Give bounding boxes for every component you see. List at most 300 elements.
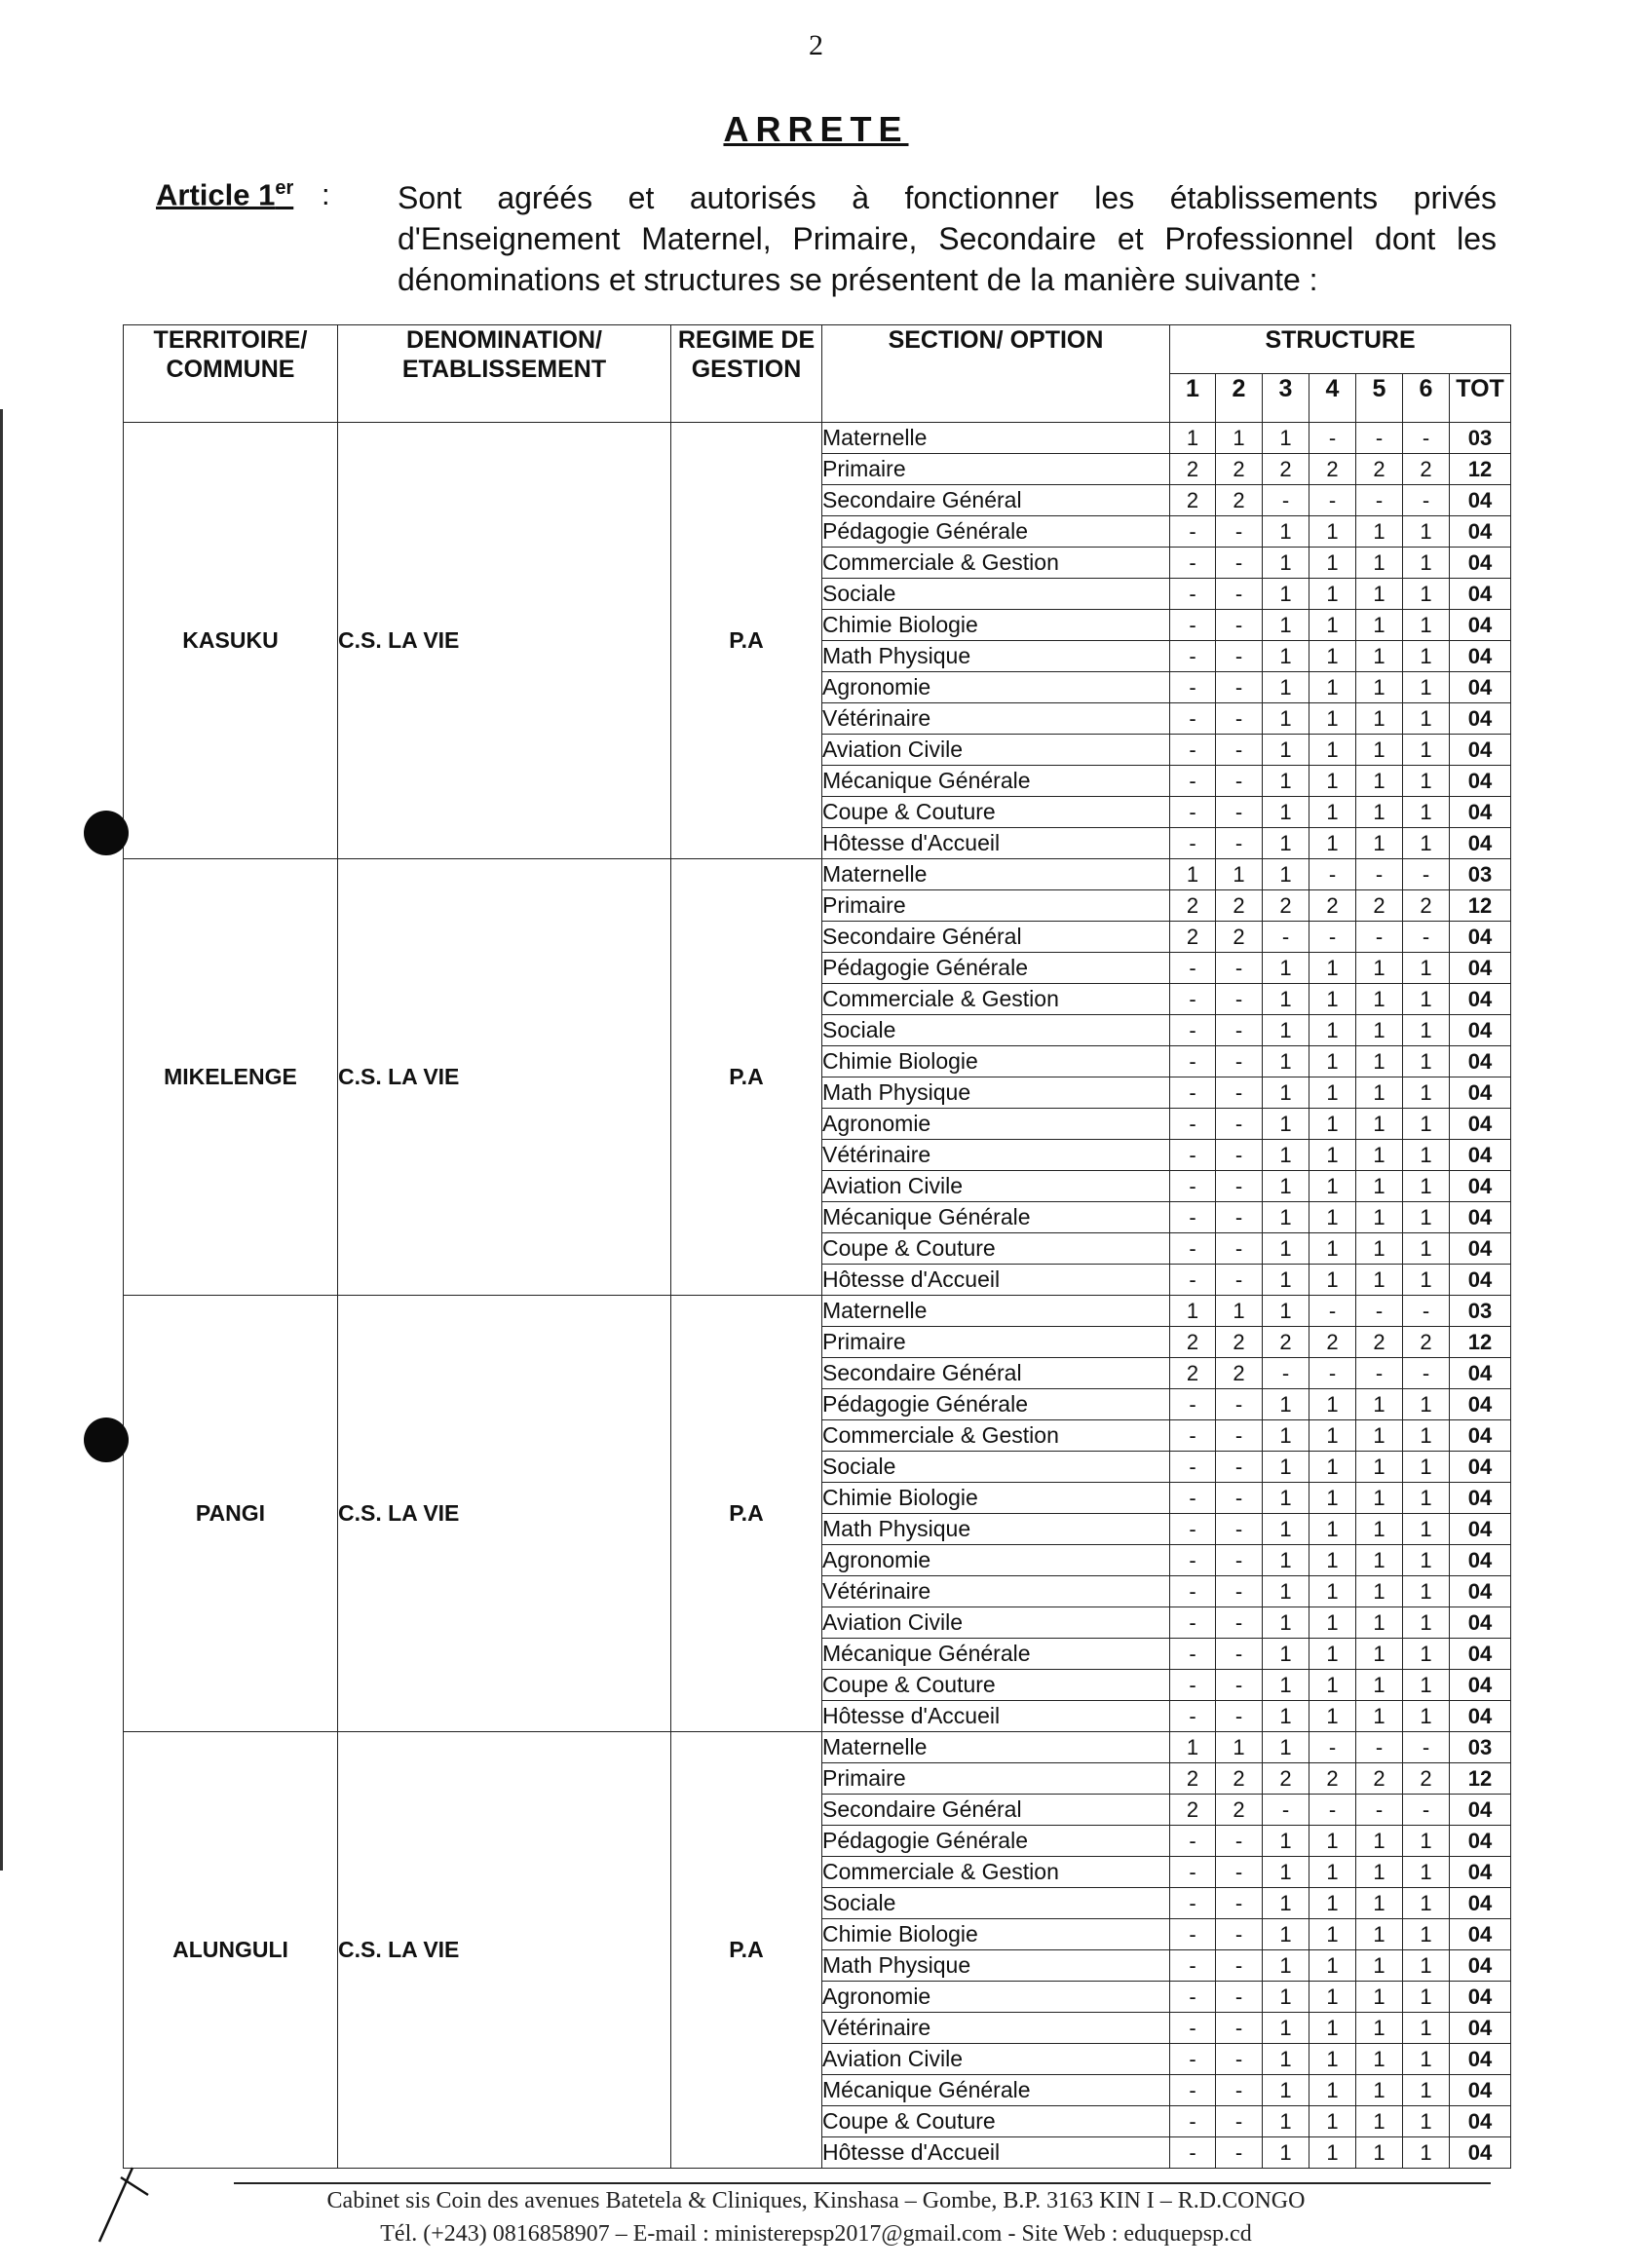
structure-value-cell: - <box>1170 2013 1216 2044</box>
structure-value-cell: - <box>1216 703 1263 735</box>
structure-value-cell: - <box>1263 922 1309 953</box>
total-cell: 04 <box>1450 1701 1511 1732</box>
structure-value-cell: - <box>1170 1576 1216 1607</box>
structure-value-cell: - <box>1403 1296 1450 1327</box>
structure-value-cell: - <box>1170 1265 1216 1296</box>
structure-value-cell: - <box>1170 1826 1216 1857</box>
structure-value-cell: - <box>1403 485 1450 516</box>
structure-value-cell: 1 <box>1356 828 1403 859</box>
total-cell: 04 <box>1450 516 1511 548</box>
structure-value-cell: 2 <box>1403 1763 1450 1795</box>
structure-value-cell: - <box>1170 766 1216 797</box>
structure-value-cell: 2 <box>1216 1795 1263 1826</box>
section-option-cell: Aviation Civile <box>822 1171 1170 1202</box>
structure-table <box>123 324 1511 2169</box>
structure-value-cell: - <box>1170 1389 1216 1420</box>
structure-value-cell: 1 <box>1356 2013 1403 2044</box>
structure-value-cell: - <box>1170 1483 1216 1514</box>
structure-value-cell: 1 <box>1403 2106 1450 2137</box>
structure-value-cell: 1 <box>1309 1919 1356 1950</box>
structure-value-cell: - <box>1216 766 1263 797</box>
structure-value-cell: 1 <box>1309 797 1356 828</box>
structure-value-cell: - <box>1170 1077 1216 1109</box>
structure-value-cell: 1 <box>1309 1982 1356 2013</box>
total-cell: 04 <box>1450 610 1511 641</box>
structure-value-cell: 1 <box>1356 1389 1403 1420</box>
total-cell: 04 <box>1450 1265 1511 1296</box>
structure-value-cell: - <box>1356 1358 1403 1389</box>
structure-value-cell: 1 <box>1356 1545 1403 1576</box>
header-col-1: 1 <box>1170 374 1216 423</box>
footer-rule <box>234 2182 1491 2184</box>
territoire-cell: KASUKU <box>124 423 338 859</box>
structure-value-cell: 1 <box>1309 548 1356 579</box>
structure-value-cell: 1 <box>1263 2106 1309 2137</box>
structure-value-cell: - <box>1216 672 1263 703</box>
structure-value-cell: - <box>1216 1514 1263 1545</box>
structure-value-cell: 1 <box>1309 703 1356 735</box>
structure-value-cell: 1 <box>1403 828 1450 859</box>
structure-value-cell: 1 <box>1403 1171 1450 1202</box>
structure-value-cell: - <box>1170 1015 1216 1046</box>
regime-cell: P.A <box>671 423 822 859</box>
structure-value-cell: - <box>1403 1358 1450 1389</box>
total-cell: 04 <box>1450 1140 1511 1171</box>
structure-value-cell: - <box>1170 610 1216 641</box>
margin-punch-hole <box>84 1418 129 1462</box>
structure-value-cell: 1 <box>1309 516 1356 548</box>
structure-value-cell: - <box>1170 548 1216 579</box>
section-option-cell: Secondaire Général <box>822 1358 1170 1389</box>
structure-value-cell: 1 <box>1263 859 1309 890</box>
total-cell: 04 <box>1450 1982 1511 2013</box>
structure-value-cell: - <box>1356 1732 1403 1763</box>
structure-value-cell: 2 <box>1216 1763 1263 1795</box>
structure-value-cell: - <box>1170 2106 1216 2137</box>
structure-value-cell: 1 <box>1170 1732 1216 1763</box>
structure-value-cell: 1 <box>1356 1888 1403 1919</box>
structure-value-cell: - <box>1216 1950 1263 1982</box>
structure-value-cell: - <box>1170 1639 1216 1670</box>
regime-cell: P.A <box>671 1732 822 2169</box>
structure-value-cell: 1 <box>1309 1265 1356 1296</box>
total-cell: 12 <box>1450 454 1511 485</box>
structure-value-cell: 1 <box>1356 1701 1403 1732</box>
structure-value-cell: 1 <box>1309 1701 1356 1732</box>
structure-value-cell: 1 <box>1309 1452 1356 1483</box>
structure-value-cell: - <box>1170 1514 1216 1545</box>
structure-value-cell: 1 <box>1403 1015 1450 1046</box>
structure-value-cell: 2 <box>1403 890 1450 922</box>
section-option-cell: Vétérinaire <box>822 1576 1170 1607</box>
structure-value-cell: - <box>1216 1483 1263 1514</box>
section-option-cell: Commerciale & Gestion <box>822 1420 1170 1452</box>
header-section: SECTION/ OPTION <box>822 325 1170 423</box>
section-option-cell: Primaire <box>822 1327 1170 1358</box>
etablissement-cell: C.S. LA VIE <box>338 859 671 1296</box>
structure-value-cell: 1 <box>1356 1639 1403 1670</box>
section-option-cell: Commerciale & Gestion <box>822 984 1170 1015</box>
structure-value-cell: - <box>1216 2013 1263 2044</box>
total-cell: 04 <box>1450 1514 1511 1545</box>
structure-value-cell: - <box>1309 1296 1356 1327</box>
structure-value-cell: 1 <box>1403 1233 1450 1265</box>
table-row <box>124 423 1511 454</box>
header-col-4: 4 <box>1309 374 1356 423</box>
structure-value-cell: 1 <box>1263 1732 1309 1763</box>
section-option-cell: Chimie Biologie <box>822 1046 1170 1077</box>
structure-value-cell: - <box>1170 1919 1216 1950</box>
structure-value-cell: 1 <box>1403 1857 1450 1888</box>
structure-value-cell: 1 <box>1356 766 1403 797</box>
structure-value-cell: 1 <box>1356 672 1403 703</box>
structure-value-cell: - <box>1309 859 1356 890</box>
structure-value-cell: - <box>1170 516 1216 548</box>
structure-value-cell: 1 <box>1356 1576 1403 1607</box>
section-option-cell: Agronomie <box>822 1545 1170 1576</box>
structure-value-cell: 1 <box>1403 2137 1450 2169</box>
section-option-cell: Chimie Biologie <box>822 1919 1170 1950</box>
structure-value-cell: 1 <box>1309 766 1356 797</box>
structure-value-cell: - <box>1216 641 1263 672</box>
section-option-cell: Hôtesse d'Accueil <box>822 1265 1170 1296</box>
structure-value-cell: 1 <box>1263 1109 1309 1140</box>
table-row <box>124 859 1511 890</box>
section-option-cell: Secondaire Général <box>822 922 1170 953</box>
structure-value-cell: 1 <box>1309 1046 1356 1077</box>
structure-value-cell: 2 <box>1263 454 1309 485</box>
etablissement-cell: C.S. LA VIE <box>338 423 671 859</box>
structure-value-cell: - <box>1403 1795 1450 1826</box>
structure-value-cell: 1 <box>1356 610 1403 641</box>
structure-value-cell: 1 <box>1309 1389 1356 1420</box>
structure-value-cell: 2 <box>1309 454 1356 485</box>
structure-value-cell: 1 <box>1263 2044 1309 2075</box>
section-option-cell: Mécanique Générale <box>822 1202 1170 1233</box>
structure-value-cell: 1 <box>1263 423 1309 454</box>
structure-value-cell: - <box>1216 1389 1263 1420</box>
structure-value-cell: 1 <box>1263 1950 1309 1982</box>
structure-value-cell: - <box>1216 1171 1263 1202</box>
total-cell: 04 <box>1450 1576 1511 1607</box>
structure-value-cell: - <box>1216 516 1263 548</box>
structure-value-cell: - <box>1170 1452 1216 1483</box>
article-label-sup: er <box>275 177 294 199</box>
structure-value-cell: - <box>1263 1795 1309 1826</box>
structure-value-cell: 1 <box>1263 2013 1309 2044</box>
structure-value-cell: - <box>1216 1701 1263 1732</box>
total-cell: 04 <box>1450 1950 1511 1982</box>
total-cell: 04 <box>1450 579 1511 610</box>
regime-cell: P.A <box>671 859 822 1296</box>
structure-value-cell: - <box>1356 1795 1403 1826</box>
structure-value-cell: 1 <box>1356 1919 1403 1950</box>
structure-value-cell: - <box>1170 1233 1216 1265</box>
structure-value-cell: - <box>1263 485 1309 516</box>
total-cell: 04 <box>1450 2106 1511 2137</box>
structure-value-cell: - <box>1216 2075 1263 2106</box>
section-option-cell: Chimie Biologie <box>822 1483 1170 1514</box>
structure-value-cell: 1 <box>1403 2075 1450 2106</box>
structure-value-cell: 1 <box>1403 516 1450 548</box>
structure-value-cell: 1 <box>1216 1732 1263 1763</box>
section-option-cell: Hôtesse d'Accueil <box>822 1701 1170 1732</box>
structure-value-cell: 1 <box>1309 984 1356 1015</box>
structure-value-cell: 1 <box>1263 1452 1309 1483</box>
structure-value-cell: 1 <box>1403 672 1450 703</box>
total-cell: 04 <box>1450 1670 1511 1701</box>
structure-value-cell: 1 <box>1309 1233 1356 1265</box>
section-option-cell: Maternelle <box>822 859 1170 890</box>
header-denomination: DENOMINATION/ ETABLISSEMENT <box>338 325 671 423</box>
structure-value-cell: 2 <box>1309 890 1356 922</box>
total-cell: 04 <box>1450 1888 1511 1919</box>
structure-value-cell: 1 <box>1356 797 1403 828</box>
structure-value-cell: 1 <box>1356 1420 1403 1452</box>
structure-value-cell: - <box>1216 2137 1263 2169</box>
structure-value-cell: 1 <box>1356 1265 1403 1296</box>
section-option-cell: Agronomie <box>822 672 1170 703</box>
section-option-cell: Primaire <box>822 1763 1170 1795</box>
section-option-cell: Pédagogie Générale <box>822 1389 1170 1420</box>
structure-value-cell: - <box>1356 485 1403 516</box>
table-row <box>124 1732 1511 1763</box>
total-cell: 04 <box>1450 485 1511 516</box>
structure-value-cell: 1 <box>1356 1109 1403 1140</box>
section-option-cell: Aviation Civile <box>822 1607 1170 1639</box>
section-option-cell: Primaire <box>822 890 1170 922</box>
structure-value-cell: 1 <box>1309 2013 1356 2044</box>
structure-value-cell: 1 <box>1403 1607 1450 1639</box>
structure-value-cell: 2 <box>1170 485 1216 516</box>
structure-value-cell: 1 <box>1170 423 1216 454</box>
structure-value-cell: 1 <box>1309 1015 1356 1046</box>
section-option-cell: Hôtesse d'Accueil <box>822 2137 1170 2169</box>
structure-value-cell: - <box>1309 1795 1356 1826</box>
structure-value-cell: - <box>1403 1732 1450 1763</box>
total-cell: 04 <box>1450 2013 1511 2044</box>
structure-value-cell: 2 <box>1170 454 1216 485</box>
structure-value-cell: 1 <box>1170 859 1216 890</box>
structure-value-cell: 1 <box>1309 1950 1356 1982</box>
structure-value-cell: 2 <box>1216 1327 1263 1358</box>
structure-value-cell: 1 <box>1356 1171 1403 1202</box>
structure-value-cell: - <box>1356 922 1403 953</box>
structure-value-cell: - <box>1170 1888 1216 1919</box>
structure-value-cell: 1 <box>1263 579 1309 610</box>
structure-value-cell: 1 <box>1403 797 1450 828</box>
structure-value-cell: 1 <box>1356 703 1403 735</box>
structure-value-cell: 1 <box>1309 1202 1356 1233</box>
structure-value-cell: 1 <box>1309 1857 1356 1888</box>
header-col-6: 6 <box>1403 374 1450 423</box>
section-option-cell: Aviation Civile <box>822 735 1170 766</box>
structure-value-cell: 1 <box>1263 1888 1309 1919</box>
structure-value-cell: - <box>1216 1452 1263 1483</box>
header-regime: REGIME DE GESTION <box>671 325 822 423</box>
structure-value-cell: 1 <box>1403 1826 1450 1857</box>
structure-value-cell: - <box>1170 1109 1216 1140</box>
structure-value-cell: - <box>1216 2044 1263 2075</box>
section-option-cell: Chimie Biologie <box>822 610 1170 641</box>
structure-value-cell: 2 <box>1170 922 1216 953</box>
structure-value-cell: 1 <box>1309 2075 1356 2106</box>
structure-value-cell: 1 <box>1403 1077 1450 1109</box>
total-cell: 04 <box>1450 1795 1511 1826</box>
structure-value-cell: - <box>1216 1919 1263 1950</box>
structure-value-cell: - <box>1216 1140 1263 1171</box>
structure-value-cell: 2 <box>1309 1763 1356 1795</box>
total-cell: 04 <box>1450 672 1511 703</box>
structure-value-cell: 1 <box>1356 516 1403 548</box>
structure-value-cell: 1 <box>1263 1046 1309 1077</box>
structure-value-cell: 1 <box>1403 1483 1450 1514</box>
structure-value-cell: - <box>1216 1826 1263 1857</box>
structure-value-cell: 1 <box>1356 953 1403 984</box>
structure-value-cell: 1 <box>1403 1919 1450 1950</box>
total-cell: 12 <box>1450 890 1511 922</box>
structure-value-cell: 1 <box>1403 2044 1450 2075</box>
structure-value-cell: - <box>1216 1982 1263 2013</box>
structure-value-cell: - <box>1216 1015 1263 1046</box>
section-option-cell: Pédagogie Générale <box>822 953 1170 984</box>
section-option-cell: Maternelle <box>822 423 1170 454</box>
structure-value-cell: 1 <box>1309 1670 1356 1701</box>
structure-value-cell: 1 <box>1403 1701 1450 1732</box>
structure-value-cell: 2 <box>1170 1358 1216 1389</box>
structure-value-cell: 2 <box>1356 1763 1403 1795</box>
structure-value-cell: 1 <box>1309 1607 1356 1639</box>
structure-value-cell: 2 <box>1170 1763 1216 1795</box>
structure-value-cell: - <box>1216 828 1263 859</box>
structure-value-cell: 2 <box>1263 1327 1309 1358</box>
section-option-cell: Hôtesse d'Accueil <box>822 828 1170 859</box>
structure-value-cell: 2 <box>1263 890 1309 922</box>
structure-value-cell: 2 <box>1309 1327 1356 1358</box>
structure-value-cell: 1 <box>1263 610 1309 641</box>
structure-value-cell: 1 <box>1263 1171 1309 1202</box>
structure-value-cell: 1 <box>1356 2075 1403 2106</box>
structure-value-cell: - <box>1356 859 1403 890</box>
structure-value-cell: 1 <box>1309 2106 1356 2137</box>
section-option-cell: Sociale <box>822 579 1170 610</box>
structure-value-cell: 2 <box>1216 1358 1263 1389</box>
territoire-cell: ALUNGULI <box>124 1732 338 2169</box>
structure-value-cell: - <box>1170 1670 1216 1701</box>
structure-value-cell: 1 <box>1403 1046 1450 1077</box>
structure-value-cell: 1 <box>1403 1514 1450 1545</box>
structure-value-cell: 1 <box>1263 766 1309 797</box>
structure-value-cell: - <box>1170 641 1216 672</box>
section-option-cell: Math Physique <box>822 1950 1170 1982</box>
header-col-5: 5 <box>1356 374 1403 423</box>
total-cell: 04 <box>1450 1452 1511 1483</box>
header-structure: STRUCTURE <box>1170 325 1511 374</box>
header-tot: TOT <box>1450 374 1511 423</box>
structure-value-cell: 1 <box>1403 1265 1450 1296</box>
structure-value-cell: 1 <box>1263 1202 1309 1233</box>
structure-value-cell: - <box>1216 984 1263 1015</box>
structure-value-cell: - <box>1170 1857 1216 1888</box>
total-cell: 04 <box>1450 1046 1511 1077</box>
structure-value-cell: 1 <box>1263 797 1309 828</box>
header-col-3: 3 <box>1263 374 1309 423</box>
total-cell: 04 <box>1450 1545 1511 1576</box>
structure-value-cell: - <box>1170 984 1216 1015</box>
structure-value-cell: - <box>1403 922 1450 953</box>
structure-value-cell: - <box>1403 859 1450 890</box>
section-option-cell: Math Physique <box>822 1514 1170 1545</box>
etablissement-cell: C.S. LA VIE <box>338 1296 671 1732</box>
structure-value-cell: 1 <box>1403 1202 1450 1233</box>
footer-address: Cabinet sis Coin des avenues Batetela & Cliniques, Kinshasa – Gombe, B.P. 3163 KIN I – R.D.CONGO <box>326 2188 1306 2213</box>
structure-value-cell: 1 <box>1403 953 1450 984</box>
structure-value-cell: 1 <box>1263 1483 1309 1514</box>
structure-value-cell: 1 <box>1403 1888 1450 1919</box>
section-option-cell: Sociale <box>822 1888 1170 1919</box>
structure-value-cell: 2 <box>1170 1795 1216 1826</box>
structure-value-cell: 1 <box>1403 1639 1450 1670</box>
total-cell: 04 <box>1450 1389 1511 1420</box>
structure-value-cell: 1 <box>1309 1077 1356 1109</box>
structure-value-cell: 1 <box>1263 1607 1309 1639</box>
total-cell: 04 <box>1450 735 1511 766</box>
total-cell: 04 <box>1450 1857 1511 1888</box>
structure-value-cell: 1 <box>1263 953 1309 984</box>
structure-value-cell: 1 <box>1309 1545 1356 1576</box>
structure-value-cell: 1 <box>1309 828 1356 859</box>
structure-value-cell: 2 <box>1263 1763 1309 1795</box>
total-cell: 04 <box>1450 2075 1511 2106</box>
total-cell: 04 <box>1450 953 1511 984</box>
structure-value-cell: 1 <box>1263 1701 1309 1732</box>
structure-value-cell: - <box>1170 828 1216 859</box>
structure-value-cell: - <box>1309 922 1356 953</box>
structure-value-cell: - <box>1216 1265 1263 1296</box>
structure-value-cell: - <box>1170 1545 1216 1576</box>
total-cell: 04 <box>1450 1420 1511 1452</box>
section-option-cell: Vétérinaire <box>822 1140 1170 1171</box>
structure-value-cell: 2 <box>1216 485 1263 516</box>
total-cell: 04 <box>1450 1233 1511 1265</box>
structure-value-cell: - <box>1403 423 1450 454</box>
section-option-cell: Maternelle <box>822 1732 1170 1763</box>
structure-value-cell: 1 <box>1356 1982 1403 2013</box>
structure-value-cell: 1 <box>1309 1420 1356 1452</box>
structure-value-cell: 1 <box>1403 1670 1450 1701</box>
structure-value-cell: - <box>1216 579 1263 610</box>
structure-value-cell: 1 <box>1356 1483 1403 1514</box>
section-option-cell: Agronomie <box>822 1109 1170 1140</box>
structure-value-cell: 1 <box>1356 1233 1403 1265</box>
structure-value-cell: - <box>1170 2075 1216 2106</box>
structure-value-cell: - <box>1263 1358 1309 1389</box>
structure-value-cell: 1 <box>1263 1670 1309 1701</box>
structure-value-cell: 1 <box>1263 1420 1309 1452</box>
total-cell: 04 <box>1450 641 1511 672</box>
structure-value-cell: 1 <box>1309 1483 1356 1514</box>
structure-value-cell: - <box>1216 1202 1263 1233</box>
structure-value-cell: - <box>1216 610 1263 641</box>
structure-value-cell: 1 <box>1263 641 1309 672</box>
structure-value-cell: 1 <box>1309 610 1356 641</box>
structure-value-cell: 1 <box>1263 2075 1309 2106</box>
structure-value-cell: - <box>1170 1046 1216 1077</box>
margin-punch-hole <box>84 811 129 855</box>
structure-value-cell: - <box>1216 1420 1263 1452</box>
structure-value-cell: 1 <box>1403 1982 1450 2013</box>
section-option-cell: Primaire <box>822 454 1170 485</box>
